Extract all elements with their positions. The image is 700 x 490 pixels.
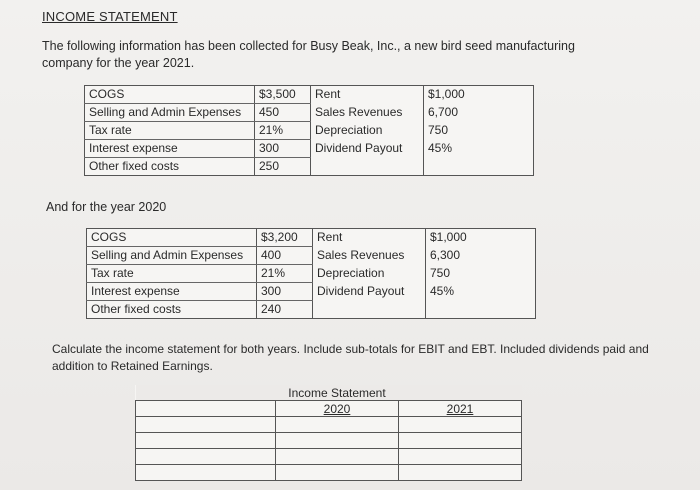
data-table-2020	[86, 228, 536, 319]
year-2021-header: 2021	[399, 401, 522, 417]
table-cell: Interest expense	[85, 140, 255, 158]
table-cell[interactable]	[276, 417, 399, 433]
table-cell[interactable]	[276, 449, 399, 465]
table-cell: Depreciation	[311, 122, 424, 140]
table-cell: Rent	[313, 229, 426, 247]
table-cell: $3,500	[255, 86, 311, 104]
table-row	[136, 417, 522, 433]
table-cell[interactable]	[136, 417, 276, 433]
table-cell[interactable]	[136, 449, 276, 465]
income-statement-table	[135, 385, 522, 481]
table-cell	[426, 301, 536, 319]
table-cell: 240	[257, 301, 313, 319]
table-cell: $3,200	[257, 229, 313, 247]
table-cell: 21%	[257, 265, 313, 283]
table-cell[interactable]	[136, 465, 276, 481]
table-cell: 6,300	[426, 247, 536, 265]
table-cell: Selling and Admin Expenses	[87, 247, 257, 265]
table-row	[85, 86, 534, 104]
table-cell: 45%	[426, 283, 536, 301]
table-cell: $1,000	[426, 229, 536, 247]
table-cell: Sales Revenues	[311, 104, 424, 122]
instructions-paragraph: Calculate the income statement for both years. Include sub-totals for EBIT and EBT. Included dividends paid and addition to Retained Earnings.	[52, 342, 649, 373]
table-cell: 750	[424, 122, 534, 140]
table-cell	[313, 301, 426, 319]
data-table-2021	[84, 85, 534, 176]
table-cell: Other fixed costs	[85, 158, 255, 176]
table-cell	[311, 158, 424, 176]
table-row	[136, 401, 522, 417]
table-row	[136, 433, 522, 449]
table-cell: Other fixed costs	[87, 301, 257, 319]
table-cell[interactable]	[399, 449, 522, 465]
table-row	[87, 301, 536, 319]
table-cell: Dividend Payout	[313, 283, 426, 301]
table-cell: Depreciation	[313, 265, 426, 283]
table-cell: 6,700	[424, 104, 534, 122]
table-cell: Tax rate	[87, 265, 257, 283]
table-row	[136, 449, 522, 465]
table-cell: Tax rate	[85, 122, 255, 140]
table-row	[136, 465, 522, 481]
table-cell	[424, 158, 534, 176]
table-cell: 250	[255, 158, 311, 176]
table-cell: $1,000	[424, 86, 534, 104]
table-cell: 300	[257, 283, 313, 301]
table-row	[87, 247, 536, 265]
table-row	[85, 158, 534, 176]
table-cell: 400	[257, 247, 313, 265]
table-cell[interactable]	[136, 433, 276, 449]
year-2020-header: 2020	[276, 401, 399, 417]
table-cell: 21%	[255, 122, 311, 140]
page-title: INCOME STATEMENT	[42, 9, 178, 24]
subheading-2020: And for the year 2020	[46, 200, 167, 214]
table-cell[interactable]	[399, 433, 522, 449]
table-cell[interactable]	[399, 465, 522, 481]
table-cell[interactable]	[136, 401, 276, 417]
table-cell: Dividend Payout	[311, 140, 424, 158]
table-cell: Selling and Admin Expenses	[85, 104, 255, 122]
income-statement-title: Income Statement	[276, 385, 399, 401]
table-cell: Interest expense	[87, 283, 257, 301]
table-cell[interactable]	[276, 433, 399, 449]
intro-paragraph: The following information has been collected for Busy Beak, Inc., a new bird seed manufacturing company for the year 2021.	[42, 39, 575, 70]
table-cell[interactable]	[399, 417, 522, 433]
table-cell: 750	[426, 265, 536, 283]
table-row	[85, 104, 534, 122]
table-row	[136, 385, 522, 401]
table-cell: 300	[255, 140, 311, 158]
table-row	[87, 229, 536, 247]
table-cell: Sales Revenues	[313, 247, 426, 265]
table-cell: COGS	[87, 229, 257, 247]
table-cell[interactable]	[276, 465, 399, 481]
table-row	[87, 283, 536, 301]
table-cell: 450	[255, 104, 311, 122]
table-cell: 45%	[424, 140, 534, 158]
table-row	[85, 140, 534, 158]
table-cell: Rent	[311, 86, 424, 104]
table-cell: COGS	[85, 86, 255, 104]
table-row	[85, 122, 534, 140]
table-row	[87, 265, 536, 283]
